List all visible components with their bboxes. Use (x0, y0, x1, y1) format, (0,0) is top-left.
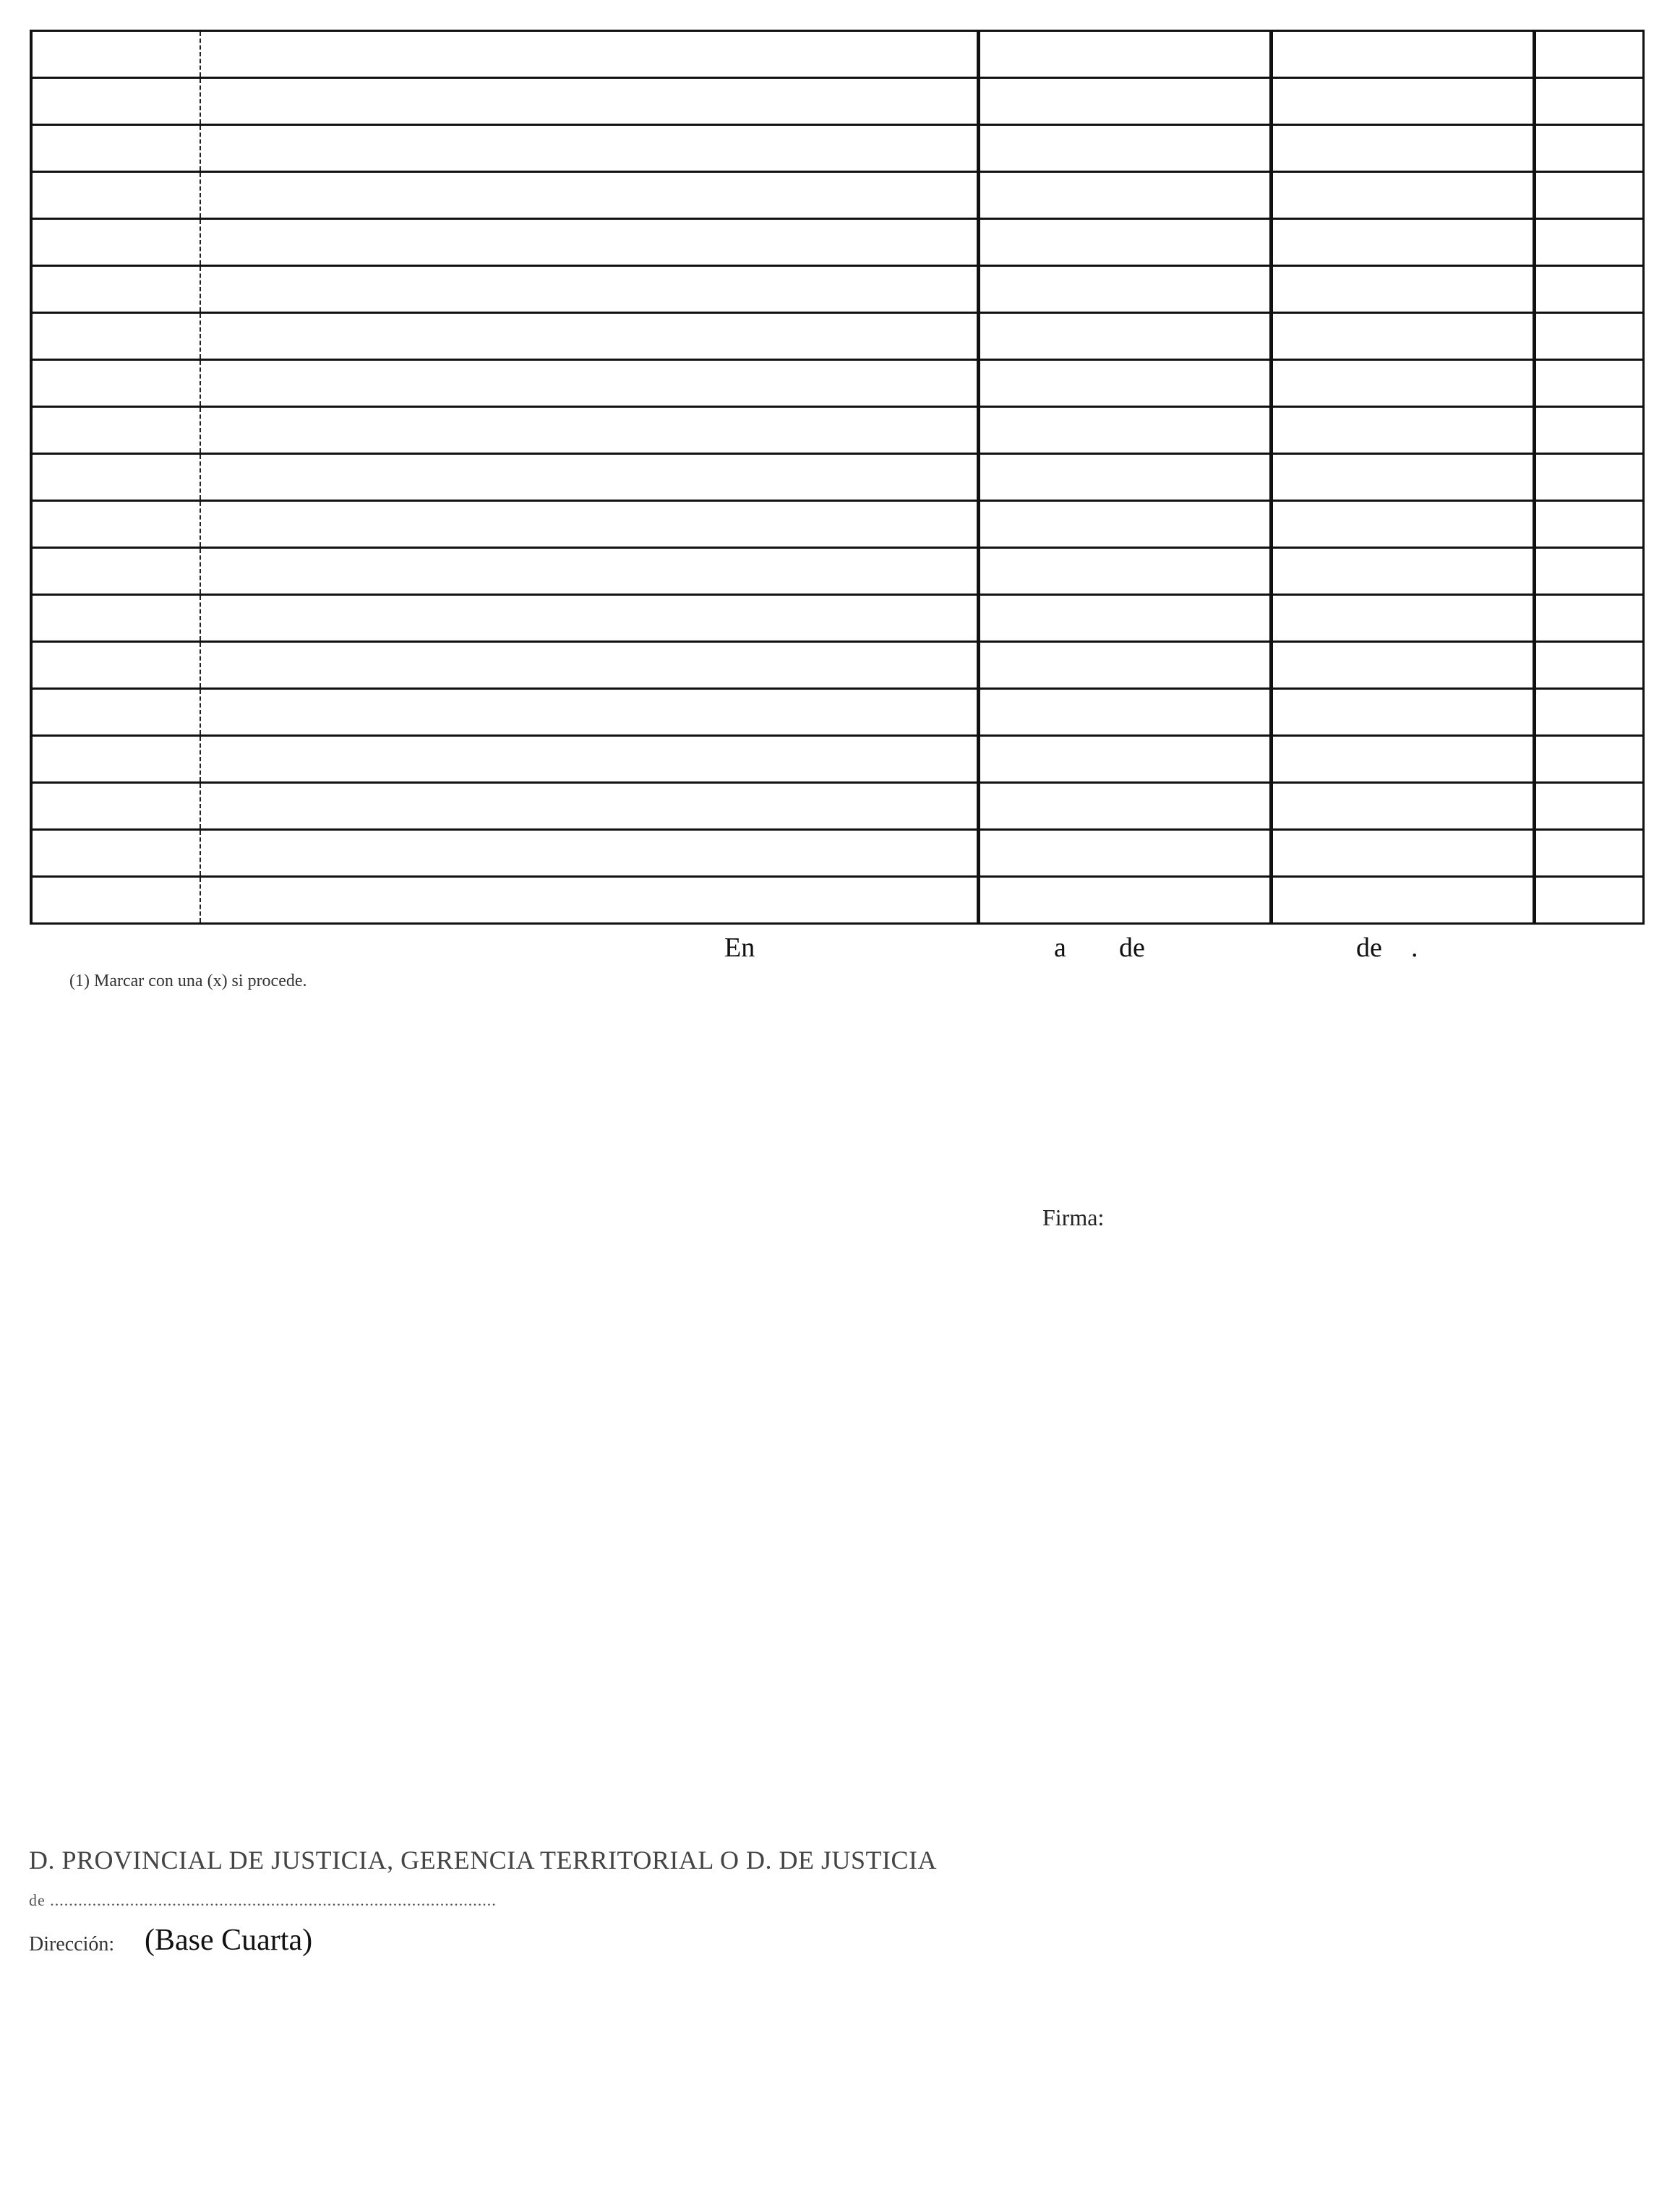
table-row (31, 313, 1643, 360)
table-cell (31, 548, 200, 595)
table-cell (978, 783, 1271, 830)
table-cell (31, 689, 200, 736)
table-cell (31, 219, 200, 266)
office-of-line: de ............................................................................................... (29, 1891, 497, 1909)
table-cell (1534, 172, 1643, 219)
table-cell (1271, 877, 1534, 924)
table-cell (978, 642, 1271, 689)
table-cell (200, 642, 978, 689)
form-table (30, 30, 1645, 925)
table-cell (1271, 548, 1534, 595)
table-row (31, 595, 1643, 642)
table-cell (1534, 454, 1643, 501)
place-date-line (0, 934, 1680, 970)
table-cell (978, 689, 1271, 736)
table-cell (200, 31, 978, 78)
table-cell (978, 360, 1271, 407)
table-cell (978, 501, 1271, 548)
table-row (31, 125, 1643, 172)
table-cell (978, 407, 1271, 454)
table-cell (1534, 877, 1643, 924)
table-cell (31, 172, 200, 219)
table-row (31, 172, 1643, 219)
table-cell (200, 783, 978, 830)
table-cell (31, 783, 200, 830)
table-cell (200, 830, 978, 877)
day-separator: a (1054, 933, 1066, 963)
table-row (31, 31, 1643, 78)
table-row (31, 78, 1643, 125)
table-row (31, 219, 1643, 266)
table-cell (978, 172, 1271, 219)
table-cell (978, 877, 1271, 924)
table-cell (978, 219, 1271, 266)
table-cell (1271, 78, 1534, 125)
table-cell (1534, 407, 1643, 454)
table-cell (1534, 595, 1643, 642)
table-cell (200, 125, 978, 172)
table-cell (1534, 360, 1643, 407)
table-row (31, 736, 1643, 783)
table-row (31, 830, 1643, 877)
table-cell (200, 78, 978, 125)
table-cell (1271, 736, 1534, 783)
footnote: (1) Marcar con una (x) si procede. (69, 972, 307, 990)
table-cell (1271, 407, 1534, 454)
table-cell (200, 266, 978, 313)
table-cell (200, 877, 978, 924)
table-cell (1534, 31, 1643, 78)
table-cell (31, 31, 200, 78)
table-cell (1271, 172, 1534, 219)
table-row (31, 783, 1643, 830)
table-cell (978, 31, 1271, 78)
table-cell (1271, 783, 1534, 830)
table-cell (31, 595, 200, 642)
table-cell (978, 595, 1271, 642)
table-row (31, 501, 1643, 548)
table-row (31, 877, 1643, 924)
table-cell (31, 642, 200, 689)
table-cell (200, 736, 978, 783)
table-cell (1271, 689, 1534, 736)
table-cell (1534, 78, 1643, 125)
table-cell (200, 689, 978, 736)
table-cell (31, 125, 200, 172)
table-cell (1271, 360, 1534, 407)
table-cell (1534, 548, 1643, 595)
signature-label: Firma: (1042, 1204, 1105, 1230)
table-cell (31, 877, 200, 924)
table-cell (978, 313, 1271, 360)
table-cell (1534, 266, 1643, 313)
table-cell (1271, 31, 1534, 78)
table-cell (978, 736, 1271, 783)
table-cell (1534, 830, 1643, 877)
place-label: En (724, 933, 755, 963)
table-cell (31, 78, 200, 125)
table-cell (31, 501, 200, 548)
table-cell (200, 501, 978, 548)
table-cell (31, 454, 200, 501)
table-cell (200, 313, 978, 360)
table-row (31, 407, 1643, 454)
table-cell (31, 736, 200, 783)
table-cell (31, 266, 200, 313)
table-cell (978, 830, 1271, 877)
table-cell (1534, 736, 1643, 783)
table-cell (200, 407, 978, 454)
table-cell (1534, 642, 1643, 689)
table-cell (978, 548, 1271, 595)
address-label: Dirección: (29, 1933, 115, 1955)
table-row (31, 642, 1643, 689)
table-cell (1271, 219, 1534, 266)
table-cell (1534, 219, 1643, 266)
table-cell (200, 360, 978, 407)
table-row (31, 689, 1643, 736)
table-row (31, 548, 1643, 595)
table-cell (31, 407, 200, 454)
table-cell (31, 313, 200, 360)
table-row (31, 266, 1643, 313)
table-cell (200, 548, 978, 595)
table-cell (1271, 830, 1534, 877)
table-cell (1534, 313, 1643, 360)
table-cell (200, 172, 978, 219)
place-date-period: . (1411, 933, 1418, 963)
table-row (31, 454, 1643, 501)
table-cell (1271, 501, 1534, 548)
form-table-body (31, 31, 1643, 924)
table-cell (1271, 125, 1534, 172)
table-cell (978, 266, 1271, 313)
table-cell (978, 78, 1271, 125)
table-cell (200, 454, 978, 501)
table-cell (1534, 125, 1643, 172)
table-cell (978, 125, 1271, 172)
year-separator: de (1356, 933, 1382, 963)
table-cell (31, 360, 200, 407)
table-cell (1271, 266, 1534, 313)
table-cell (978, 454, 1271, 501)
table-cell (1534, 783, 1643, 830)
table-cell (200, 595, 978, 642)
month-separator: de (1119, 933, 1145, 963)
office-title: D. PROVINCIAL DE JUSTICIA, GERENCIA TERRITORIAL O D. DE JUSTICIA (29, 1846, 937, 1875)
table-row (31, 360, 1643, 407)
table-cell (1271, 313, 1534, 360)
address-note: (Base Cuarta) (145, 1924, 313, 1957)
table-cell (1534, 501, 1643, 548)
table-cell (1271, 595, 1534, 642)
table-cell (1271, 642, 1534, 689)
table-cell (31, 830, 200, 877)
table-cell (1271, 454, 1534, 501)
table-cell (1534, 689, 1643, 736)
table-cell (200, 219, 978, 266)
